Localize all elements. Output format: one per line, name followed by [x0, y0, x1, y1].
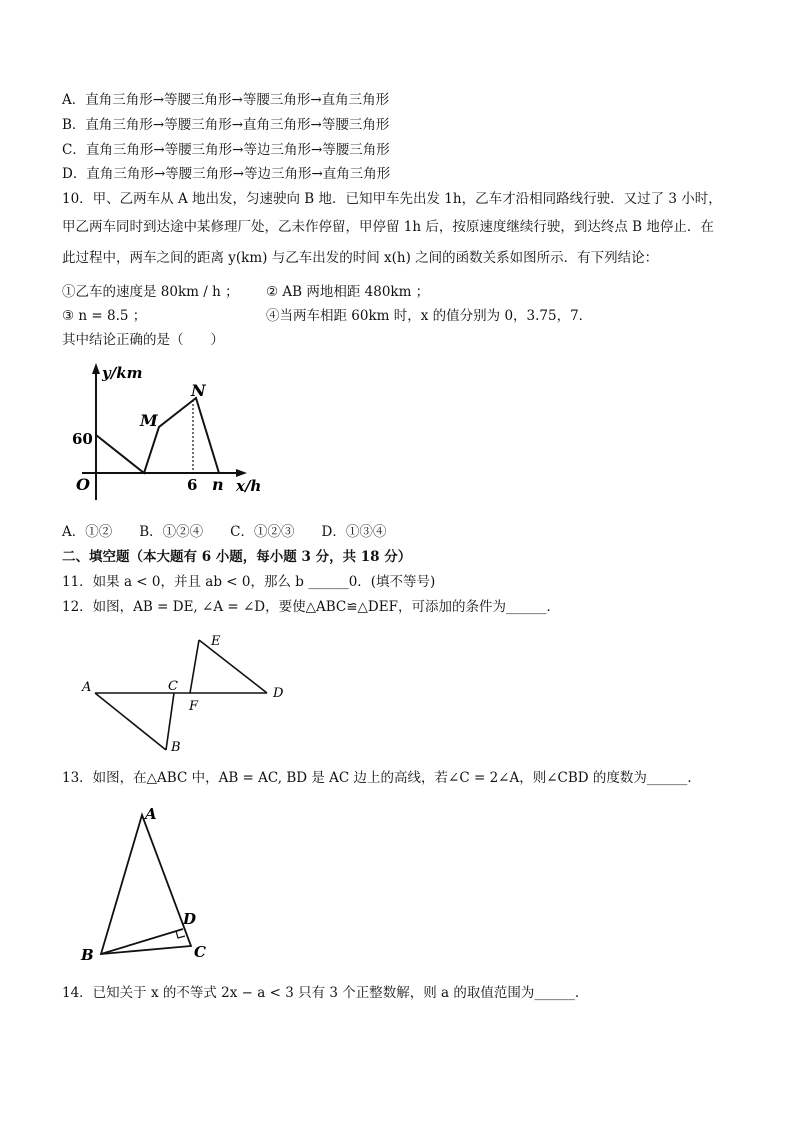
q10-line-1: 10．甲、乙两车从 A 地出发，匀速驶向 B 地．已知甲车先出发 1h，乙车才沿相同路线行驶．又过了 3 小时，: [62, 191, 722, 207]
label-d: D: [183, 910, 197, 928]
q10-function-graph: [62, 360, 282, 510]
q9-option-d: D．直角三角形→等腰三角形→等边三角形→直角三角形: [62, 166, 391, 182]
segment-de: [199, 640, 267, 693]
q14-text: 14．已知关于 x 的不等式 2x − a < 3 只有 3 个正整数解，则 a 的取值范围为______．: [62, 985, 589, 1001]
segment-ef: [190, 640, 199, 693]
x-value-n-label: n: [212, 475, 224, 494]
y-axis-arrow: [92, 363, 100, 374]
label-f: F: [189, 699, 199, 714]
q13-text: 13．如图，在△ABC 中，AB = AC, BD 是 AC 边上的高线，若∠C = 2∠A，则∠CBD 的度数为______．: [62, 770, 701, 786]
q9-option-a: A．直角三角形→等腰三角形→等腰三角形→直角三角形: [62, 92, 390, 108]
label-b: B: [81, 946, 94, 964]
q10-conclusion-1: ①乙车的速度是 80km / h ；: [62, 284, 239, 300]
x-axis-arrow: [236, 469, 247, 477]
q10-line-3: 此过程中，两车之间的距离 y(km) 与乙车出发的时间 x(h) 之间的函数关系如图所示．有下列结论：: [62, 250, 659, 266]
x-axis-label: x/h: [236, 477, 262, 495]
q13-figure: [76, 805, 226, 965]
triangle-abc: [101, 815, 191, 954]
right-angle-mark: [176, 931, 185, 938]
q10-conclusion-3: ③ n = 8.5 ；: [62, 308, 147, 324]
q12-text: 12．如图，AB = DE, ∠A = ∠D，要使△ABC≌△DEF，可添加的条件为______．: [62, 599, 560, 615]
q10-conclusion-4: ④当两车相距 60km 时，x 的值分别为 0，3.75，7．: [266, 308, 593, 324]
y-axis-label: y/km: [102, 364, 143, 382]
y-value-60-label: 60: [72, 430, 93, 448]
q10-conclusion-2: ② AB 两地相距 480km ；: [266, 284, 430, 300]
label-e: E: [211, 634, 221, 649]
origin-label: O: [76, 475, 90, 494]
q10-options: A．①② B．①②④ C．①②③ D．①③④: [62, 524, 387, 540]
label-c: C: [194, 943, 206, 961]
point-n-label: N: [191, 381, 206, 400]
label-b: B: [171, 740, 181, 755]
q12-figure: [70, 628, 300, 758]
label-c: C: [168, 679, 178, 694]
q10-line-2: 甲乙两车同时到达途中某修理厂处，乙未作停留，甲停留 1h 后，按原速度继续行驶，到达终点 B 地停止．在: [62, 219, 714, 235]
q9-option-b: B．直角三角形→等腰三角形→直角三角形→等腰三角形: [62, 117, 390, 133]
section-heading: 二、填空题（本大题有 6 小题，每小题 3 分，共 18 分）: [62, 549, 412, 565]
distance-graph-line: [96, 398, 219, 473]
label-a: A: [145, 805, 157, 823]
segment-ab: [95, 693, 166, 750]
label-d: D: [273, 686, 284, 701]
x-value-6-label: 6: [187, 476, 198, 494]
q9-option-c: C．直角三角形→等腰三角形→等边三角形→等腰三角形: [62, 142, 390, 158]
q11-text: 11．如果 a < 0，并且 ab < 0，那么 b ______0．(填不等号): [62, 574, 436, 590]
label-a: A: [82, 680, 92, 695]
q10-question: 其中结论正确的是（ ）: [62, 332, 224, 348]
point-m-label: M: [140, 411, 158, 430]
